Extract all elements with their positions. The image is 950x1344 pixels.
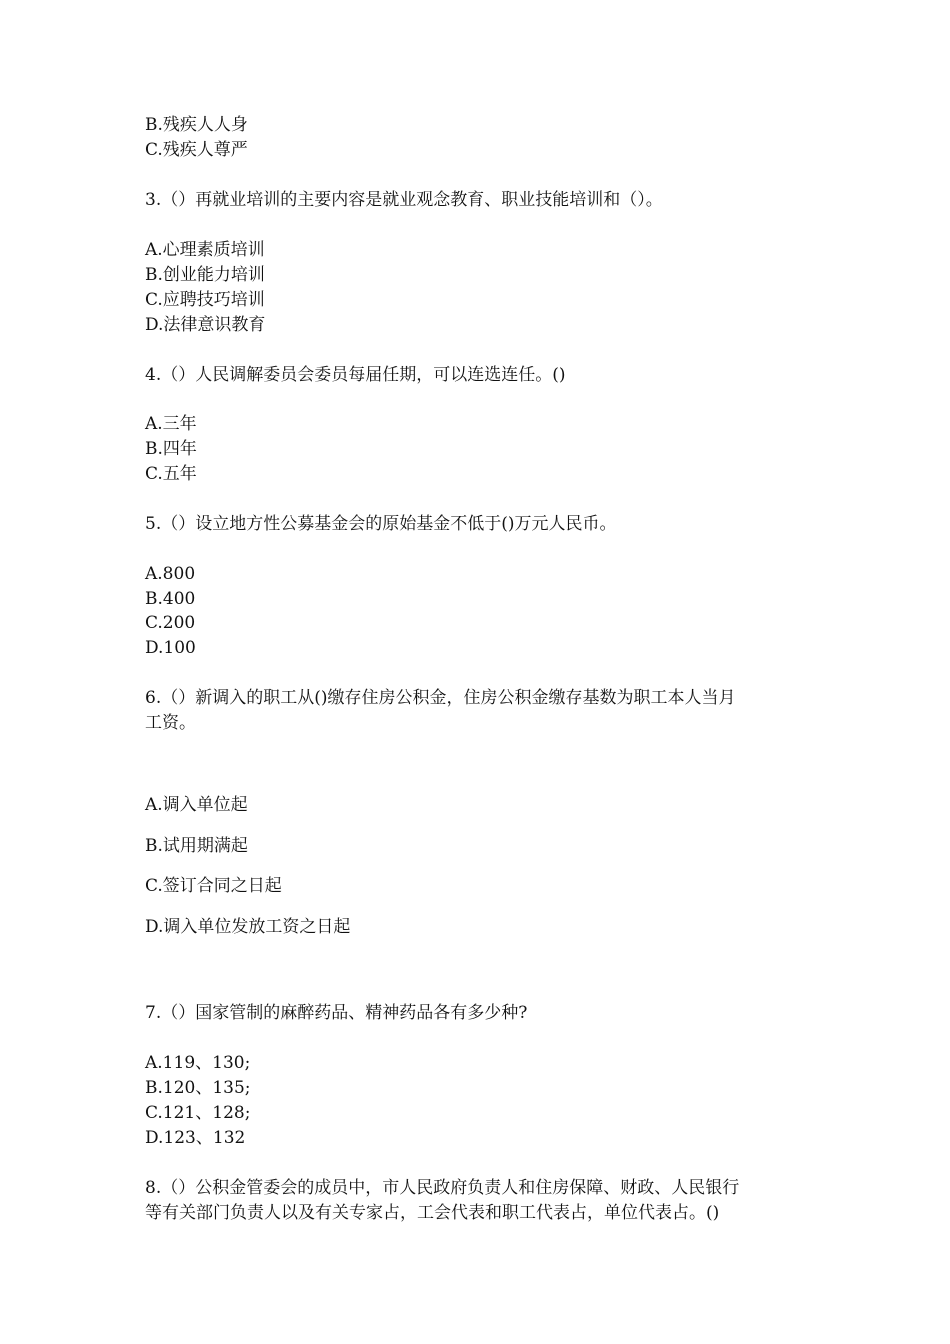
option-c: C.应聘技巧培训	[145, 290, 265, 310]
option-a: A.三年	[145, 414, 197, 434]
option-c: C.200	[145, 613, 196, 633]
option-d: D.法律意识教育	[145, 315, 266, 335]
question-stem: 4.（）人民调解委员会委员每届任期，可以连选连任。()	[145, 365, 566, 385]
option-c: C.121、128;	[145, 1103, 251, 1123]
question-stem: 3.（）再就业培训的主要内容是就业观念教育、职业技能培训和（）。	[145, 190, 663, 210]
option-a: A.800	[145, 564, 196, 584]
option-b: B.残疾人人身	[145, 115, 248, 135]
question-stem-line-1: 6.（）新调入的职工从()缴存住房公积金，住房公积金缴存基数为职工本人当月	[145, 688, 736, 708]
option-d: D.123、132	[145, 1128, 246, 1148]
option-a: A.119、130;	[145, 1053, 251, 1073]
option-b: B.试用期满起	[145, 836, 248, 856]
question-stem-line-1: 8.（）公积金管委会的成员中，市人民政府负责人和住房保障、财政、人民银行	[145, 1178, 740, 1198]
question-stem-line-2: 等有关部门负责人以及有关专家占，工会代表和职工代表占，单位代表占。()	[145, 1203, 720, 1223]
option-c: C.签订合同之日起	[145, 876, 282, 896]
option-b: B.四年	[145, 439, 197, 459]
option-b: B.创业能力培训	[145, 265, 265, 285]
option-b: B.400	[145, 589, 196, 609]
option-b: B.120、135;	[145, 1078, 251, 1098]
option-a: A.心理素质培训	[145, 240, 265, 260]
option-d: D.调入单位发放工资之日起	[145, 917, 351, 937]
question-stem: 5.（）设立地方性公募基金会的原始基金不低于()万元人民币。	[145, 514, 617, 534]
option-c: C.残疾人尊严	[145, 140, 248, 160]
option-d: D.100	[145, 638, 196, 658]
option-c: C.五年	[145, 464, 197, 484]
question-stem-line-2: 工资。	[145, 713, 196, 733]
question-stem: 7.（）国家管制的麻醉药品、精神药品各有多少种?	[145, 1003, 528, 1023]
option-a: A.调入单位起	[145, 795, 248, 815]
